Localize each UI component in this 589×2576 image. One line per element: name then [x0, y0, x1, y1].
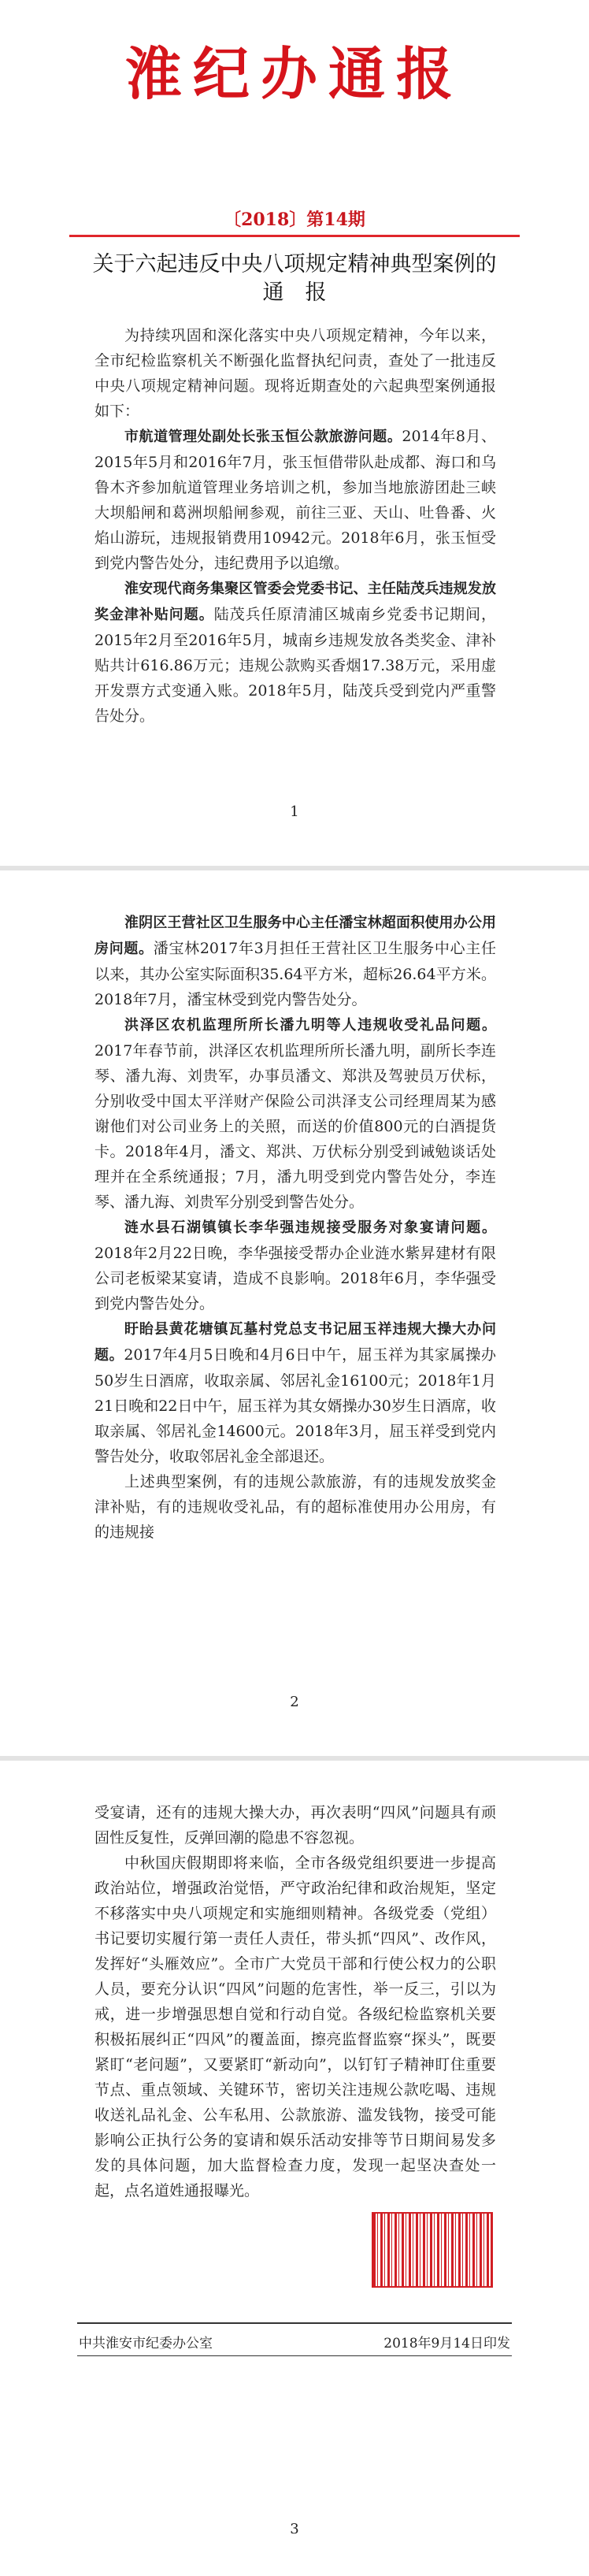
- body-page-1: [94, 323, 496, 729]
- official-seal-stamp: [372, 2212, 493, 2288]
- case-6: [94, 1316, 496, 1469]
- footer-top-rule: [77, 2322, 512, 2324]
- case-2: [94, 576, 496, 729]
- case-1: [94, 424, 496, 576]
- case-4-body: 2017年春节前，洪泽区农机监理所所长潘九明，副所长李连琴、潘九海、刘贵军，办事员潘文、郑洪及驾驶员万伏标，分别收受中国太平洋财产保险公司洪泽支公司经理周某为感谢他们对公司业务上的关照，而送的价值800元的白酒提货卡。2018年4月，潘文、郑洪、万伏标分别受到诫勉谈话处理并在全系统通报；7月，潘九明受到党内警告处分，李连琴、潘九海、刘贵军分别受到警告处分。: [94, 1042, 496, 1211]
- page-number-2: 2: [290, 1694, 299, 1710]
- case-2-title: 淮安现代商务集聚区管委会党委书记、主任陆茂兵违规发放奖金津补贴问题。: [94, 581, 496, 623]
- body-page-3: [94, 1800, 496, 2203]
- page-2: [0, 870, 589, 1761]
- red-divider: [69, 235, 520, 237]
- footer-bottom-rule: [77, 2355, 512, 2356]
- masthead: 淮纪办通报: [124, 41, 464, 107]
- case-3: [94, 910, 496, 1012]
- case-3-title: 淮阴区王营社区卫生服务中心主任潘宝林超面积使用办公用房问题。: [94, 915, 496, 957]
- document-title: [63, 251, 526, 307]
- page-1: [0, 0, 589, 870]
- intro-paragraph: 为持续巩固和深化落实中央八项规定精神，今年以来，全市纪检监察机关不断强化监督执纪问责，查处了一批违反中央八项规定精神问题。现将近期查处的六起典型案例通报如下：: [94, 327, 496, 420]
- case-6-title: 盱眙县黄花塘镇瓦墓村党总支书记屈玉祥违规大操大办问题。: [94, 1321, 496, 1364]
- case-2-body: 陆茂兵任原清浦区城南乡党委书记期间，2015年2月至2016年5月，城南乡违规发放各类奖金、津补贴共计616.86万元；违规公款购买香烟17.38万元，采用虚开发票方式变通入账。2018年5月，陆茂兵受到党内严重警告处分。: [94, 606, 496, 725]
- case-4: [94, 1012, 496, 1215]
- page-3: [0, 1761, 589, 2576]
- issue-number: 〔2018〕第14期: [224, 210, 365, 230]
- issuing-office: 中共淮安市纪委办公室: [79, 2336, 213, 2351]
- case-5-body: 2018年2月22日晚，李华强接受帮办企业涟水紫昇建材有限公司老板梁某宴请，造成不良影响。2018年6月，李华强受到党内警告处分。: [94, 1245, 496, 1312]
- page-number-1: 1: [290, 804, 299, 820]
- title-line-1: 关于六起违反中央八项规定精神典型案例的: [92, 252, 497, 277]
- case-4-title: 洪泽区农机监理所所长潘九明等人违规收受礼品问题。: [124, 1017, 496, 1034]
- title-line-2: 通 报: [262, 280, 327, 305]
- case-6-body: 2017年4月5日晚和4月6日中午，屈玉祥为其家属操办50岁生日酒席，收取亲属、邻居礼金16100元；2018年1月21日晚和22日中午，屈玉祥为其女婿操办30岁生日酒席，收取亲属、邻居礼金14600元。2018年3月，屈玉祥受到党内警告处分，收取邻居礼金全部退还。: [94, 1346, 496, 1465]
- case-1-title: 市航道管理处副处长张玉恒公款旅游问题。: [124, 429, 402, 445]
- body-page-2: [94, 910, 496, 1545]
- case-1-body: 2014年8月、2015年5月和2016年7月，张玉恒借带队赴成都、海口和乌鲁木齐参加航道管理业务培训之机，参加当地旅游团赴三峡大坝船闸和葛洲坝船闸参观，前往三亚、天山、吐鲁番、火焰山游玩，违规报销费用10942元。2018年6月，张玉恒受到党内警告处分，违纪费用予以追缴。: [94, 428, 496, 572]
- case-5-title: 涟水县石湖镇镇长李华强违规接受服务对象宴请问题。: [124, 1219, 496, 1236]
- footer: [79, 2332, 510, 2351]
- closing-paragraph: 中秋国庆假期即将来临，全市各级党组织要进一步提高政治站位，增强政治觉悟，严守政治纪律和政治规矩，坚定不移落实中央八项规定和实施细则精神。各级党委（党组）书记要切实履行第一责任人责任，带头抓“四风”、改作风，发挥好“头雁效应”。全市广大党员干部和行使公权力的公职人员，要充分认识“四风”问题的危害性，举一反三，引以为戒，进一步增强思想自觉和行动自觉。各级纪检监察机关要积极拓展纠正“四风”的覆盖面，擦亮监督监察“探头”，既要紧盯“老问题”，又要紧盯“新动向”，以钉钉子精神盯住重要节点、重点领域、关键环节，密切关注违规公款吃喝、违规收送礼品礼金、公车私用、公款旅游、滥发钱物，接受可能影响公正执行公务的宴请和娱乐活动安排等节日期间易发多发的具体问题，加大监督检查力度，发现一起坚决查处一起，点名道姓通报曝光。: [94, 1854, 496, 2199]
- summary-paragraph-start: 上述典型案例，有的违规公款旅游，有的违规发放奖金津补贴，有的违规收受礼品，有的超标准使用办公用房，有的违规接: [94, 1473, 496, 1541]
- page-number-3: 3: [290, 2521, 299, 2537]
- case-5: [94, 1215, 496, 1316]
- summary-paragraph-end: 受宴请，还有的违规大操大办，再次表明“四风”问题具有顽固性反复性，反弹回潮的隐患不容忽视。: [94, 1804, 496, 1847]
- issue-date: 2018年9月14日印发: [383, 2336, 510, 2351]
- case-3-body: 潘宝林2017年3月担任王营社区卫生服务中心主任以来，其办公室实际面积35.64平方米，超标26.64平方米。2018年7月，潘宝林受到党内警告处分。: [94, 940, 496, 1008]
